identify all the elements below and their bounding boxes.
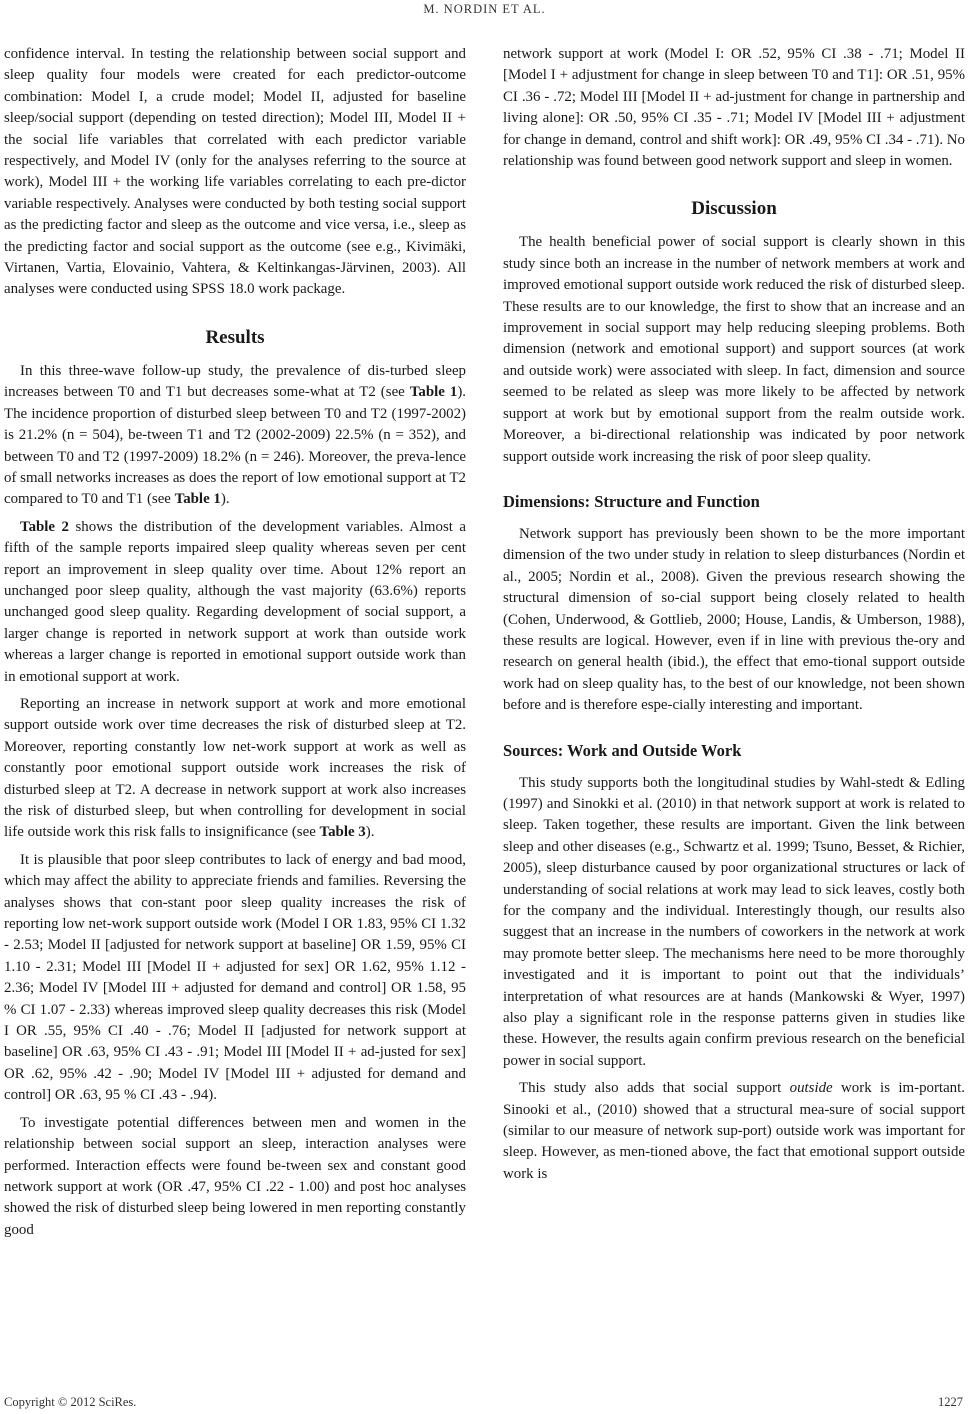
paragraph-results-2: Table 2 shows the distribution of the development variables. Almost a fifth of the sample reports impaired sleep quality whereas seven per cent report an improvement in sleep quality over time. About 12% report an unchanged poor sleep quality, although the vast majority (63.6%) reports unchanged good sleep quality. Regarding development of social support, a larger change is reported in network support at work than outside work whereas a larger change is reported in emotional support outside work than in emotional support at work. [4,518,466,685]
paragraph-outside-work: This study also adds that social support outside work is im-portant. Sinooki et al., (2010) showed that a structural mea-sure of social support (similar to our measure of network sup-port) outside work was important for sleep. However, as men-tioned above, the fact that emotional support outside work is [503,1080,965,1182]
paragraph-results-5: To investigate potential differences between men and women in the relationship between social support an sleep, interaction analyses were performed. Interaction effects were found be-tween sex and constant good network support at work (OR .47, 95% CI .22 - 1.00) and post hoc analyses showed the risk of disturbed sleep being lowered in men reporting constantly good [4,1114,466,1238]
dimensions-subheading: Dimensions: Structure and Function [503,491,760,511]
table-3-reference[interactable]: Table 3 [319,824,366,841]
results-heading: Results [205,326,265,348]
running-head: M. NORDIN ET AL. [423,2,546,16]
paragraph-sources: This study supports both the longitudinal studies by Wahl-stedt & Edling (1997) and Sinokki et al. (2010) in that network support at work is related to sleep. Taken together, these results are important. Given the link between sleep and other diseases (e.g., Schwartz et al. 1999; Tsuno, Besset, & Richier, 2005), sleep disturbance caused by poor organizational structures or lack of understanding of social relations at work may lead to sick leaves, costly both for the company and the individual. Interestingly though, our results also suggest that an increase in the numbers of coworkers in the network at work may promote better sleep. The mechanisms here need to be more thoroughly investigated and it is important to point out that the individuals’ interpretation of what resources are at hands (Mankowski & Wyer, 1997) also play a significant role in the response patterns given in studies like these. However, the results again confirm previous research on the beneficial power in social support. [503,774,965,1069]
right-column [503,44,965,1185]
paragraph-dimensions: Network support has previously been shown to be the more important dimension of the two under study in relation to sleep disturbances (Nordin et al., 2005; Nordin et al., 2008). Given the previous research showing the structural dimension of so-cial support being closely related to health (Cohen, Underwood, & Gottlieb, 2000; House, Landis, & Umberson, 1988), these results are logical. However, even if in line with previous the-ory and research on general health (ibid.), the effect that emo-tional support outside work had on sleep quality has, to the best of our knowledge, not been shown before and is therefore espe-cially interesting and important. [503,525,965,714]
paragraph-results-3: Reporting an increase in network support at work and more emotional support outside work over time decreases the risk of disturbed sleep at T2. Moreover, reporting constantly low net-work support at work as well as constantly poor emotional support outside work increases the risk of disturbed sleep at T2. A decrease in network support at work also increases the risk of disturbed sleep, but when controlling for development in social life outside work this risk falls to insignificance (see Table 3). [4,695,466,841]
page-number: 1227 [938,1395,963,1409]
paragraph-results-1: In this three-wave follow-up study, the prevalence of dis-turbed sleep increases between T0 and T1 but decreases some-what at T2 (see Table 1). The incidence proportion of disturbed sleep between T0 and T2 (1997-2002) is 21.2% (n = 504), be-tween T1 and T2 (2002-2009) 22.5% (n = 352), and between T0 and T2 (1997-2009) 18.2% (n = 246). Moreover, the preva-lence of small networks increases as does the report of low emotional support at T2 compared to T0 and T1 (see Table 1). [4,362,466,508]
paragraph-results-4: It is plausible that poor sleep contributes to lack of energy and bad mood, which may affect the ability to appreciate friends and families. Reversing the analyses shows that con-stant poor sleep quality increases the risk of reporting low net-work support outside work (Model I OR 1.83, 95% CI 1.32 - 2.53; Model II [adjusted for network support at baseline] OR 1.59, 95% CI 1.10 - 2.31; Model III [Model II + adjusted for sex] OR 1.62, 95% 1.12 - 2.36; Model IV [Model III + adjusted for demand and control] OR 1.58, 95 % CI 1.07 - 2.33) whereas improved sleep quality decreases this risk (Model I OR .55, 95% CI .40 - .76; Model II [adjusted for network support at baseline] OR .63, 95% CI .43 - .91; Model III [Model II + ad-justed for sex] OR .62, 95% .42 - .90; Model IV [Model III + adjusted for demand and control] OR .63, 95 % CI .43 - .94). [4,851,466,1104]
table-2-reference[interactable]: Table 2 [20,518,69,535]
emphasis-outside: outside [789,1080,833,1097]
copyright-notice: Copyright © 2012 SciRes. [4,1395,137,1409]
table-1-reference[interactable]: Table 1 [409,384,458,401]
left-column [4,44,466,1241]
paragraph-methods-end: confidence interval. In testing the relationship between social support and sleep quality four models were created for each predictor-outcome combination: Model I, a crude model; Model II, adjusted for baseline sleep/social support (depending on tested direction); Model III, Model II + the social life variables that correlated with each predictor variable respectively, and Model IV (only for the analyses referring to the source at work), Model III + the working life variables correlating to each pre-dictor variable respectively. Analyses were conducted by both testing social support as the predicting factor and sleep as the outcome and vice versa, i.e., sleep as the predicting factor and social support as the outcome (see e.g., Kivimäki, Virtanen, Vartia, Elovainio, Vahtera, & Keltinkangas-Järvinen, 2003). All analyses were conducted using SPSS 18.0 work package. [4,46,466,298]
discussion-heading: Discussion [691,198,777,220]
sources-subheading: Sources: Work and Outside Work [503,740,742,760]
paragraph-discussion: The health beneficial power of social support is clearly shown in this study since both an increase in the number of network members at work and improved emotional support outside work reduced the risk of disturbed sleep. These results are to our knowledge, the first to show that an increase and an improvement in social support may help reducing sleeping problems. Both dimension (network and emotional support) and support sources (at work and outside work) were associated with sleep. In fact, dimension and source seemed to be related as sleep was more likely to be affected by network support at work but by emotional support from the realm outside work. Moreover, a bi-directional relationship was indicated by poor network support outside work increasing the risk of poor sleep quality. [503,234,965,465]
paragraph-results-continued: network support at work (Model I: OR .52, 95% CI .38 - .71; Model II [Model I + adjustment for change in sleep between T0 and T1]: OR .51, 95% CI .36 - .72; Model III [Model II + ad-justment for change in partnership and living alone]: OR .50, 95% CI .35 - .71; Model IV [Model III + adjustment for change in demand, control and shift work]: OR .49, 95% CI .34 - .71). No relationship was found between good network support and sleep in women. [503,46,965,170]
table-1-reference[interactable]: Table 1 [174,491,221,508]
